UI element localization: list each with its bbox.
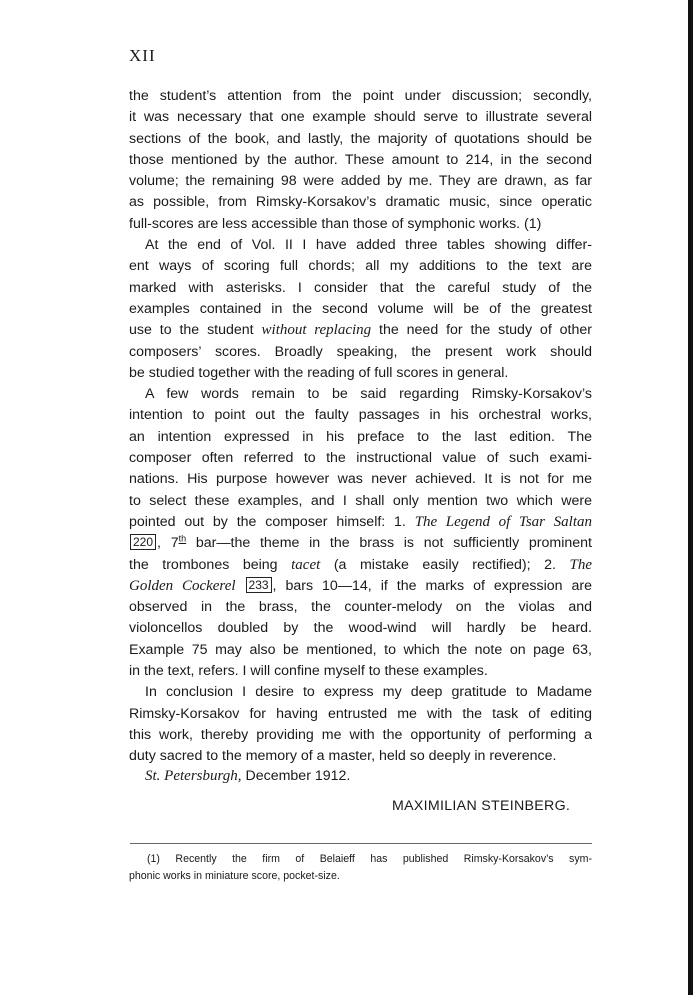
text-run: duty sacred to the memory of a master, held so deeply in reverence. bbox=[129, 748, 557, 765]
text-line bbox=[129, 512, 592, 533]
text-run: , bars 10—14, if the marks of expression are bbox=[272, 577, 592, 594]
text-run: composers’ scores. Broadly speaking, the present work should bbox=[129, 343, 592, 360]
paragraph bbox=[129, 384, 592, 682]
text-run: use to the student bbox=[129, 322, 262, 339]
text-line bbox=[129, 320, 592, 341]
text-run: those mentioned by the author. These amount to 214, in the second bbox=[129, 151, 592, 168]
text-run: The Legend of Tsar Saltan bbox=[414, 513, 592, 530]
text-line bbox=[129, 107, 592, 128]
text-line bbox=[129, 86, 592, 107]
text-run: (a mistake easily rectified); 2. bbox=[320, 556, 570, 573]
text-run: sections of the book, and lastly, the majority of quotations should be bbox=[129, 130, 592, 147]
paragraph bbox=[129, 682, 592, 767]
signoff-place-date bbox=[145, 768, 350, 785]
text-run: Example 75 may also be mentioned, to which the note on page 63, bbox=[129, 641, 592, 658]
signoff-date: December 1912. bbox=[241, 768, 351, 784]
text-run: intention to point out the faulty passages in his orchestral works, bbox=[129, 407, 592, 424]
text-line bbox=[129, 491, 592, 512]
text-run: volume; the remaining 98 were added by me. They are drawn, as far bbox=[129, 173, 592, 190]
text-line bbox=[129, 256, 592, 277]
text-run: marked with asterisks. I consider that the careful study of the bbox=[129, 279, 592, 296]
text-run bbox=[236, 578, 245, 594]
text-line bbox=[129, 427, 592, 448]
text-line bbox=[129, 746, 592, 767]
text-line bbox=[129, 192, 592, 213]
text-run: observed in the brass, the counter-melody on the violas and bbox=[129, 599, 592, 616]
text-line bbox=[129, 618, 592, 639]
signoff-place: St. Petersburgh, bbox=[145, 768, 242, 784]
text-line bbox=[129, 171, 592, 192]
text-run: bar—the theme in the brass is not sufficiently prominent bbox=[186, 535, 592, 552]
page-edge bbox=[688, 0, 693, 995]
text-run: nations. His purpose however was never achieved. It is not for me bbox=[129, 471, 592, 488]
page-number: XII bbox=[129, 46, 156, 65]
text-line bbox=[129, 342, 592, 363]
text-line bbox=[129, 235, 592, 256]
text-run: to select these examples, and I shall only mention two which were bbox=[129, 492, 592, 509]
text-run: the student’s attention from the point under discussion; secondly, bbox=[129, 88, 592, 104]
text-line bbox=[129, 448, 592, 469]
text-run: as possible, from Rimsky-Korsakov’s dramatic music, since operatic bbox=[129, 194, 592, 211]
text-run: pointed out by the composer himself: 1. bbox=[129, 513, 415, 530]
text-line bbox=[129, 640, 592, 661]
text-line bbox=[129, 576, 592, 597]
text-run: Rimsky-Korsakov for having entrusted me with the task of editing bbox=[129, 705, 592, 722]
paragraph bbox=[129, 235, 592, 384]
signoff-name: MAXIMILIAN STEINBERG. bbox=[392, 798, 571, 814]
text-run: , 7 bbox=[157, 535, 179, 552]
footnote bbox=[129, 851, 592, 885]
text-line bbox=[129, 214, 592, 235]
text-line bbox=[129, 278, 592, 299]
text-run: tacet bbox=[291, 556, 321, 573]
text-run: be studied together with the reading of full scores in general. bbox=[129, 364, 509, 381]
paragraph bbox=[129, 86, 592, 235]
text-line bbox=[129, 129, 592, 150]
text-line bbox=[129, 469, 592, 490]
text-line bbox=[129, 384, 592, 405]
text-line bbox=[129, 150, 592, 171]
text-line bbox=[129, 363, 592, 384]
text-run: examples contained in the second volume will be of the greatest bbox=[129, 300, 592, 317]
text-line bbox=[129, 704, 592, 725]
body-text bbox=[129, 86, 592, 768]
text-run: without replacing bbox=[261, 322, 372, 339]
text-line bbox=[129, 725, 592, 746]
text-line bbox=[129, 405, 592, 426]
rehearsal-number: 220 bbox=[130, 534, 156, 550]
footnote-line: (1) Recently the firm of Belaieff has published Rimsky-Korsakov’s sym- bbox=[147, 853, 592, 865]
text-run: the need for the study of other bbox=[371, 322, 592, 339]
text-run: full-scores are less accessible than those of symphonic works. (1) bbox=[129, 215, 542, 232]
text-run: it was necessary that one example should serve to illustrate several bbox=[129, 109, 592, 126]
text-run: Golden Cockerel bbox=[129, 577, 236, 594]
text-run: At the end of Vol. II I have added three tables showing differ- bbox=[145, 237, 592, 254]
text-run: In conclusion I desire to express my deep gratitude to Madame bbox=[145, 684, 592, 701]
text-run: ent ways of scoring full chords; all my additions to the text are bbox=[129, 258, 592, 275]
text-line bbox=[129, 555, 592, 576]
text-run: th bbox=[178, 533, 187, 544]
text-run: this work, thereby providing me with the opportunity of performing a bbox=[129, 726, 592, 743]
text-run: in the text, refers. I will confine myself to these examples. bbox=[129, 663, 488, 680]
text-line bbox=[129, 682, 592, 703]
text-run: the trombones being bbox=[129, 556, 292, 573]
footnote-rule bbox=[130, 843, 592, 844]
text-line bbox=[129, 533, 592, 554]
rehearsal-number: 233 bbox=[246, 577, 272, 593]
text-run: violoncellos doubled by the wood-wind will hardly be heard. bbox=[129, 620, 592, 637]
text-run: composer often referred to the instructional value of such exami- bbox=[129, 450, 592, 467]
footnote-line: phonic works in miniature score, pocket-size. bbox=[129, 870, 340, 882]
text-line bbox=[129, 299, 592, 320]
text-run: A few words remain to be said regarding Rimsky-Korsakov’s bbox=[145, 386, 592, 403]
text-line bbox=[129, 597, 592, 618]
text-line bbox=[129, 661, 592, 682]
text-run: an intention expressed in his preface to the last edition. The bbox=[129, 428, 592, 445]
text-run: The bbox=[569, 556, 593, 573]
